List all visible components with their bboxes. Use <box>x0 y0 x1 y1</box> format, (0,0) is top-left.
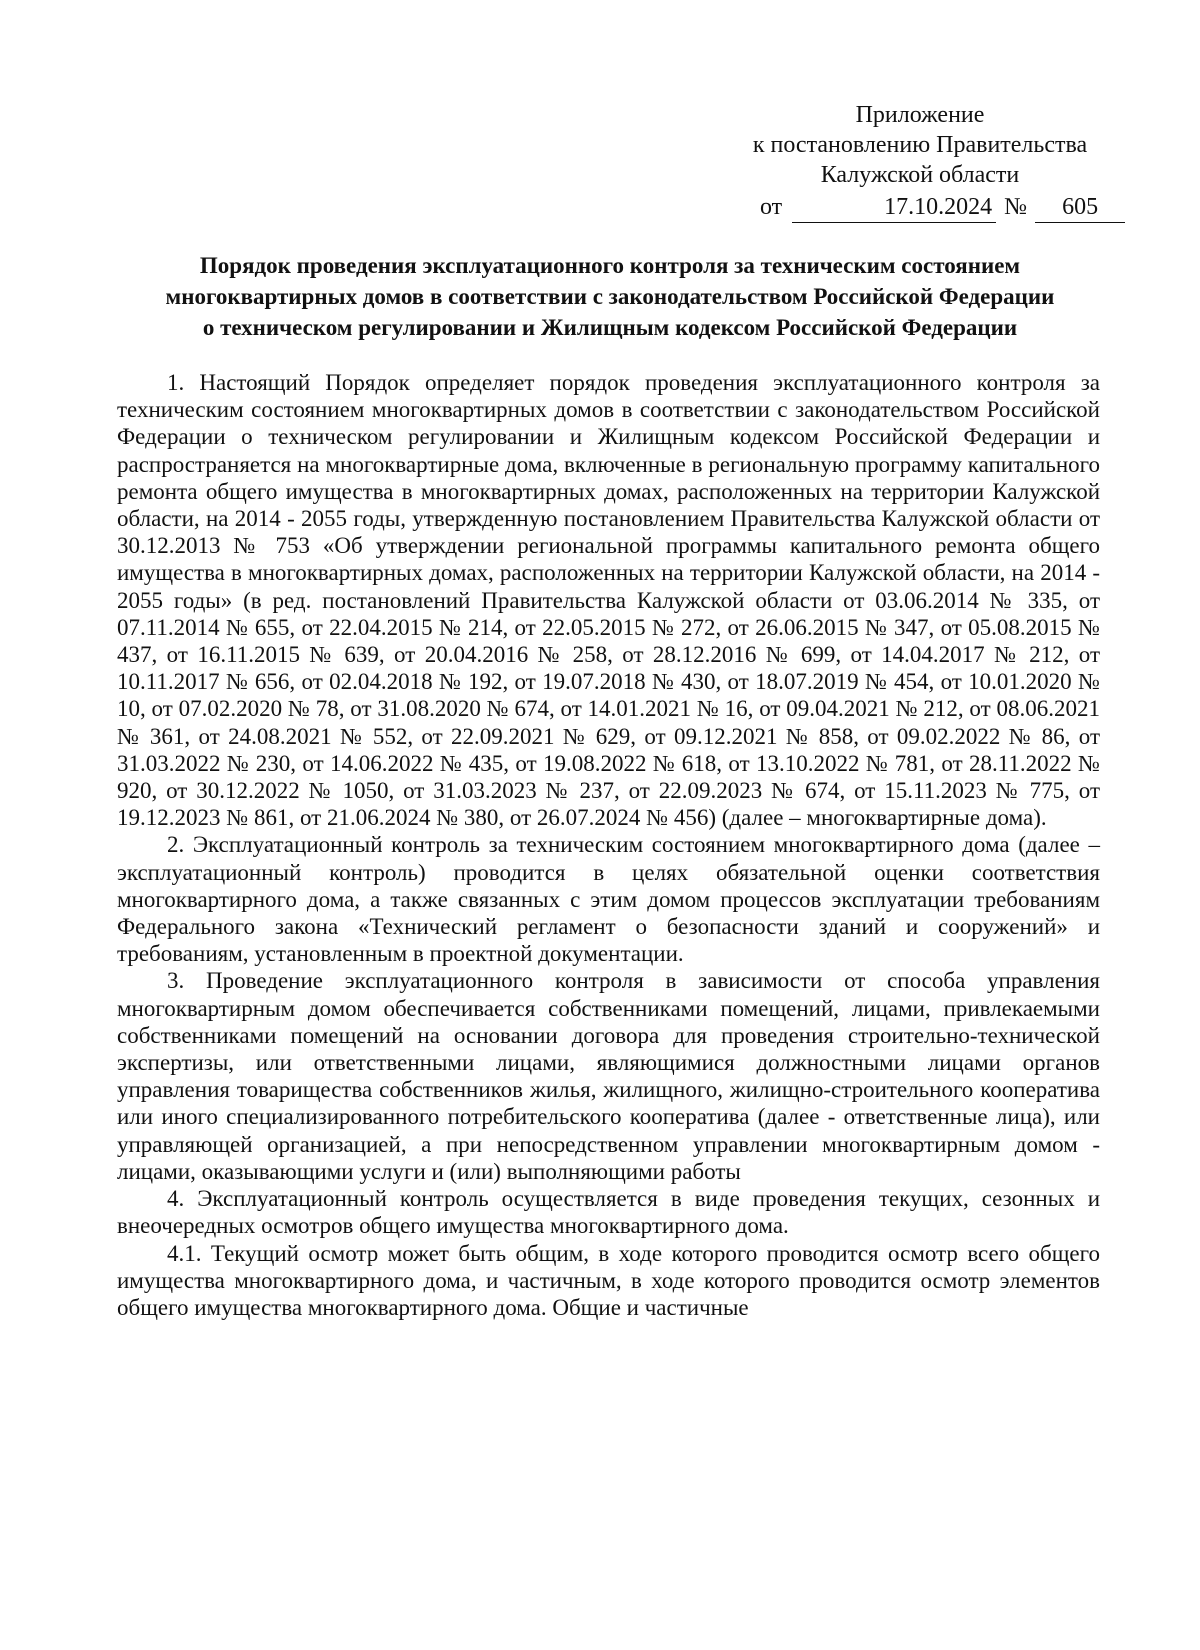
title-line: о техническом регулировании и Жилищным кодексом Российской Федерации <box>202 315 1018 340</box>
title-line: Порядок проведения эксплуатационного контроля за техническим состоянием <box>199 253 1021 278</box>
header-line-region: Калужской области <box>820 162 1020 188</box>
header-line-appendix: Приложение <box>855 102 985 128</box>
paragraph-4-1: 4.1. Текущий осмотр может быть общим, в ходе которого проводится осмотр всего общего имущества многоквартирного дома, и частичным, в ходе которого проводится осмотр элементов общего имущества многоквартирного дома. Общие и частичные <box>117 1240 1100 1320</box>
resolution-date-number <box>760 192 1125 223</box>
header-line-resolution: к постановлению Правительства <box>752 132 1088 158</box>
paragraph-2: 2. Эксплуатационный контроль за техническим состоянием многоквартирного дома (далее – эксплуатационный контроль) проводится в целях обязательной оценки соответствия многоквартирного дома, а также связанных с этим домом процессов эксплуатации требованиям Федерального закона «Технический регламент о безопасности зданий и сооружений» и требованиям, установленным в проектной документации. <box>117 832 1100 967</box>
document-title <box>110 250 1110 343</box>
paragraph-1: 1. Настоящий Порядок определяет порядок проведения эксплуатационного контроля за техническим состоянием многоквартирных домов в соответствии с законодательством Российской Федерации о техническом регулировании и Жилищным кодексом Российской Федерации и распространяется на многоквартирные дома, включенные в региональную программу капитального ремонта общего имущества в многоквартирных домах, расположенных на территории Калужской области, на 2014 - 2055 годы, утвержденную постановлением Правительства Калужской области от 30.12.2013 № 753 «Об утверждении региональной программы капитального ремонта общего имущества в многоквартирных домах, расположенных на территории Калужской области, на 2014 - 2055 годы» (в ред. постановлений Правительства Калужской области от 03.06.2014 № 335, от 07.11.2014 № 655, от 22.04.2015 № 214, от 22.05.2015 № 272, от 26.06.2015 № 347, от 05.08.2015 № 437, от 16.11.2015 № 639, от 20.04.2016 № 258, от 28.12.2016 № 699, от 14.04.2017 № 212, от 10.11.2017 № 656, от 02.04.2018 № 192, от 19.07.2018 № 430, от 18.07.2019 № 454, от 10.01.2020 № 10, от 07.02.2020 № 78, от 31.08.2020 № 674, от 14.01.2021 № 16, от 09.04.2021 № 212, от 08.06.2021 № 361, от 24.08.2021 № 552, от 22.09.2021 № 629, от 09.12.2021 № 858, от 09.02.2022 № 86, от 31.03.2022 № 230, от 14.06.2022 № 435, от 19.08.2022 № 618, от 13.10.2022 № 781, от 28.11.2022 № 920, от 30.12.2022 № 1050, от 31.03.2023 № 237, от 22.09.2023 № 674, от 15.11.2023 № 775, от 19.12.2023 № 861, от 21.06.2024 № 380, от 26.07.2024 № 456) (далее – многоквартирные дома). <box>117 370 1100 831</box>
title-line: многоквартирных домов в соответствии с законодательством Российской Федерации <box>165 284 1055 309</box>
paragraph-4: 4. Эксплуатационный контроль осуществляется в виде проведения текущих, сезонных и внеочередных осмотров общего имущества многоквартирного дома. <box>117 1186 1100 1239</box>
resolution-number: 605 <box>1035 192 1125 223</box>
document-body <box>117 369 1100 1321</box>
document-header <box>720 100 1120 190</box>
number-sign: № <box>1004 194 1028 220</box>
resolution-date: 17.10.2024 <box>792 192 996 223</box>
date-prefix: от <box>760 194 783 220</box>
paragraph-3: 3. Проведение эксплуатационного контроля в зависимости от способа управления многоквартирным домом обеспечивается собственниками помещений, лицами, привлекаемыми собственниками помещений на основании договора для проведения строительно-технической экспертизы, или ответственными лицами, являющимися должностными лицами органов управления товарищества собственников жилья, жилищного, жилищно-строительного кооператива или иного специализированного потребительского кооператива (далее - ответственные лица), или управляющей организацией, а при непосредственном управлении многоквартирным домом - лицами, оказывающими услуги и (или) выполняющими работы <box>117 968 1100 1184</box>
